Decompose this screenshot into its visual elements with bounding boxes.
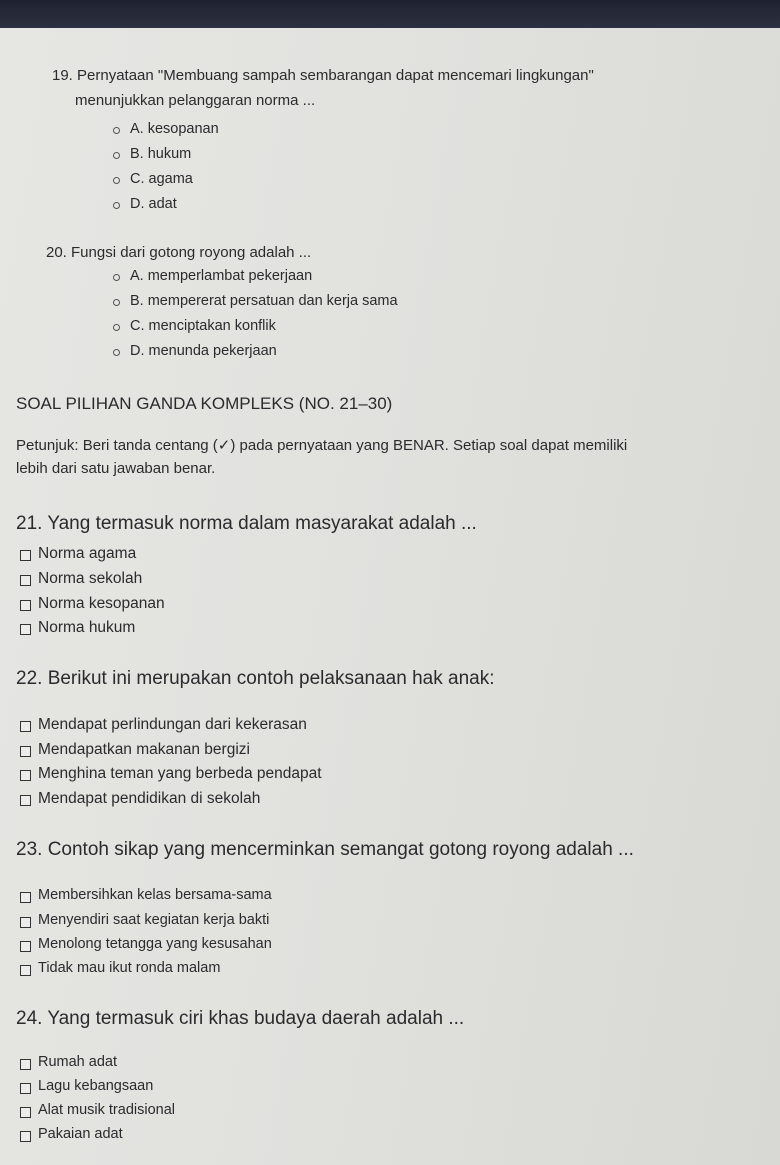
radio-icon[interactable] (113, 127, 120, 134)
q22-option-4: Mendapat pendidikan di sekolah (38, 790, 261, 807)
q22-option-2: Mendapatkan makanan bergizi (38, 741, 250, 758)
screen-top-edge (0, 0, 780, 28)
q19-option-d: D. adat (130, 196, 177, 212)
question-23-text: 23. Contoh sikap yang mencerminkan semangat gotong royong adalah ... (16, 839, 634, 860)
q19-option-b: B. hukum (130, 146, 192, 162)
checkbox-icon[interactable] (20, 550, 31, 561)
instruction-line2: lebih dari satu jawaban benar. (16, 460, 216, 477)
radio-icon[interactable] (113, 177, 120, 184)
checkbox-icon[interactable] (20, 770, 31, 781)
q23-option-1: Membersihkan kelas bersama-sama (38, 887, 272, 903)
radio-icon[interactable] (113, 349, 120, 356)
checkbox-icon[interactable] (20, 1107, 31, 1118)
q20-option-b: B. mempererat persatuan dan kerja sama (130, 293, 398, 309)
q21-option-4: Norma hukum (38, 619, 136, 636)
q21-option-2: Norma sekolah (38, 570, 143, 587)
question-19-text-line2: menunjukkan pelanggaran norma ... (75, 92, 316, 109)
instruction-line1: Petunjuk: Beri tanda centang (✓) pada pernyataan yang BENAR. Setiap soal dapat memiliki (16, 437, 628, 454)
checkbox-icon[interactable] (20, 892, 31, 903)
q23-option-4: Tidak mau ikut ronda malam (38, 960, 221, 976)
radio-icon[interactable] (113, 202, 120, 209)
radio-icon[interactable] (113, 152, 120, 159)
q19-option-c: C. agama (130, 171, 193, 187)
question-20-text: 20. Fungsi dari gotong royong adalah ... (46, 244, 312, 261)
q19-option-a: A. kesopanan (130, 121, 219, 137)
q22-option-1: Mendapat perlindungan dari kekerasan (38, 716, 307, 733)
question-21-text: 21. Yang termasuk norma dalam masyarakat adalah ... (16, 513, 477, 534)
q20-option-a: A. memperlambat pekerjaan (130, 268, 313, 284)
q24-option-2: Lagu kebangsaan (38, 1078, 154, 1094)
q22-option-3: Menghina teman yang berbeda pendapat (38, 765, 322, 782)
checkbox-icon[interactable] (20, 1131, 31, 1142)
q23-option-2: Menyendiri saat kegiatan kerja bakti (38, 912, 270, 928)
checkbox-icon[interactable] (20, 624, 31, 635)
q20-option-d: D. menunda pekerjaan (130, 343, 277, 359)
q24-option-3: Alat musik tradisional (38, 1102, 175, 1118)
checkbox-icon[interactable] (20, 941, 31, 952)
checkbox-icon[interactable] (20, 721, 31, 732)
q24-option-1: Rumah adat (38, 1054, 117, 1070)
checkbox-icon[interactable] (20, 1059, 31, 1070)
q24-option-4: Pakaian adat (38, 1126, 123, 1142)
question-19-text-line1: 19. Pernyataan "Membuang sampah sembarangan dapat mencemari lingkungan" (52, 67, 594, 84)
checkbox-icon[interactable] (20, 965, 31, 976)
q21-option-1: Norma agama (38, 545, 137, 562)
checkbox-icon[interactable] (20, 917, 31, 928)
radio-icon[interactable] (113, 299, 120, 306)
checkbox-icon[interactable] (20, 795, 31, 806)
checkbox-icon[interactable] (20, 1083, 31, 1094)
radio-icon[interactable] (113, 274, 120, 281)
checkbox-icon[interactable] (20, 575, 31, 586)
checkbox-icon[interactable] (20, 746, 31, 757)
section-title: SOAL PILIHAN GANDA KOMPLEKS (NO. 21–30) (16, 394, 393, 413)
radio-icon[interactable] (113, 324, 120, 331)
q21-option-3: Norma kesopanan (38, 595, 165, 612)
q23-option-3: Menolong tetangga yang kesusahan (38, 936, 272, 952)
question-22-text: 22. Berikut ini merupakan contoh pelaksanaan hak anak: (16, 668, 495, 689)
question-24-text: 24. Yang termasuk ciri khas budaya daerah adalah ... (16, 1008, 465, 1029)
checkbox-icon[interactable] (20, 600, 31, 611)
q20-option-c: C. menciptakan konflik (130, 318, 276, 334)
